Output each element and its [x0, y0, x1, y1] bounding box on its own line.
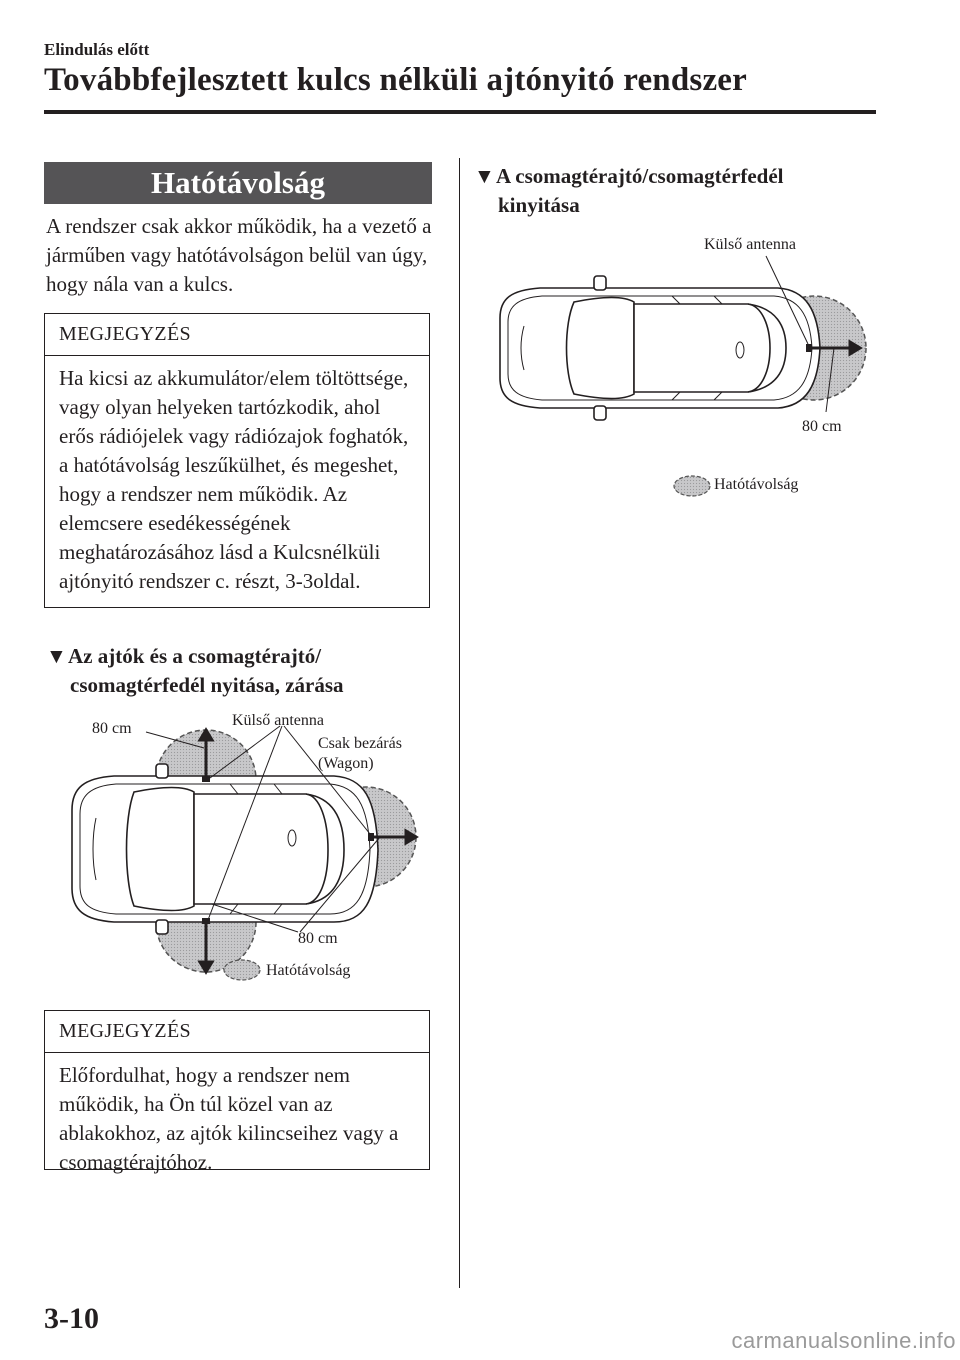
- label-range-legend: Hatótávolság: [266, 962, 351, 979]
- label-lock-only-wagon: (Wagon): [318, 755, 374, 772]
- subheading-line: A csomagtérajtó/csomagtérfedél: [496, 164, 784, 188]
- watermark: carmanualsonline.info: [731, 1328, 956, 1353]
- triangle-bullet-icon: ▼: [474, 164, 495, 188]
- subheading-line: csomagtérfedél nyitása, zárása: [70, 673, 344, 697]
- column-divider: [459, 158, 460, 1288]
- page-number: 3-10: [44, 1302, 99, 1335]
- car-top-view-icon: [500, 276, 820, 420]
- section-name: Elindulás előtt: [44, 40, 150, 59]
- range-banner: Hatótávolság: [44, 162, 432, 204]
- note-body: Ha kicsi az akkumulátor/elem töltöttsége, vagy olyan helyeken tartózkodik, ahol erős rádiójelek vagy rádiózajok foghatók, a hatótávolság leszűkülhet, és megeshet, hogy a rendszer nem működik. Az elemcsere esedékességének meghatározásához lásd a Kulcsnélküli ajtónyitó rendszer c. részt, 3-3oldal.: [59, 366, 409, 593]
- label-80cm-top: 80 cm: [92, 720, 132, 737]
- subheading-line: kinyitása: [498, 193, 580, 217]
- label-range-legend: Hatótávolság: [714, 476, 799, 493]
- range-legend-icon: [224, 960, 260, 980]
- note-heading: MEGJEGYZÉS: [45, 1011, 429, 1053]
- intro-paragraph: A rendszer csak akkor működik, ha a vezető a járműben vagy hatótávolságon belül van úgy, hogy nála van a kulcs.: [46, 214, 432, 296]
- range-legend-icon: [674, 476, 710, 496]
- title-rule: [44, 110, 876, 114]
- subheading-line: Az ajtók és a csomagtérajtó/: [68, 644, 322, 668]
- range-figure-tailgate: [494, 236, 884, 500]
- note-body: Előfordulhat, hogy a rendszer nem működik, ha Ön túl közel van az ablakokhoz, az ajtók kilincseihez vagy a csomagtérajtóhoz.: [59, 1063, 399, 1174]
- triangle-bullet-icon: ▼: [46, 644, 67, 668]
- note-heading: MEGJEGYZÉS: [45, 314, 429, 356]
- subheading-tailgate: [474, 162, 894, 220]
- subheading-doors: [46, 642, 436, 700]
- note-box-2: [44, 1010, 430, 1174]
- label-lock-only: Csak bezárás: [318, 735, 402, 752]
- label-external-antenna: Külső antenna: [232, 712, 324, 729]
- label-external-antenna: Külső antenna: [704, 236, 796, 253]
- note-box-1: [44, 313, 430, 608]
- page-title: Továbbfejlesztett kulcs nélküli ajtónyitó rendszer: [44, 62, 747, 98]
- label-80cm: 80 cm: [802, 418, 842, 435]
- label-80cm-bottom: 80 cm: [298, 930, 338, 947]
